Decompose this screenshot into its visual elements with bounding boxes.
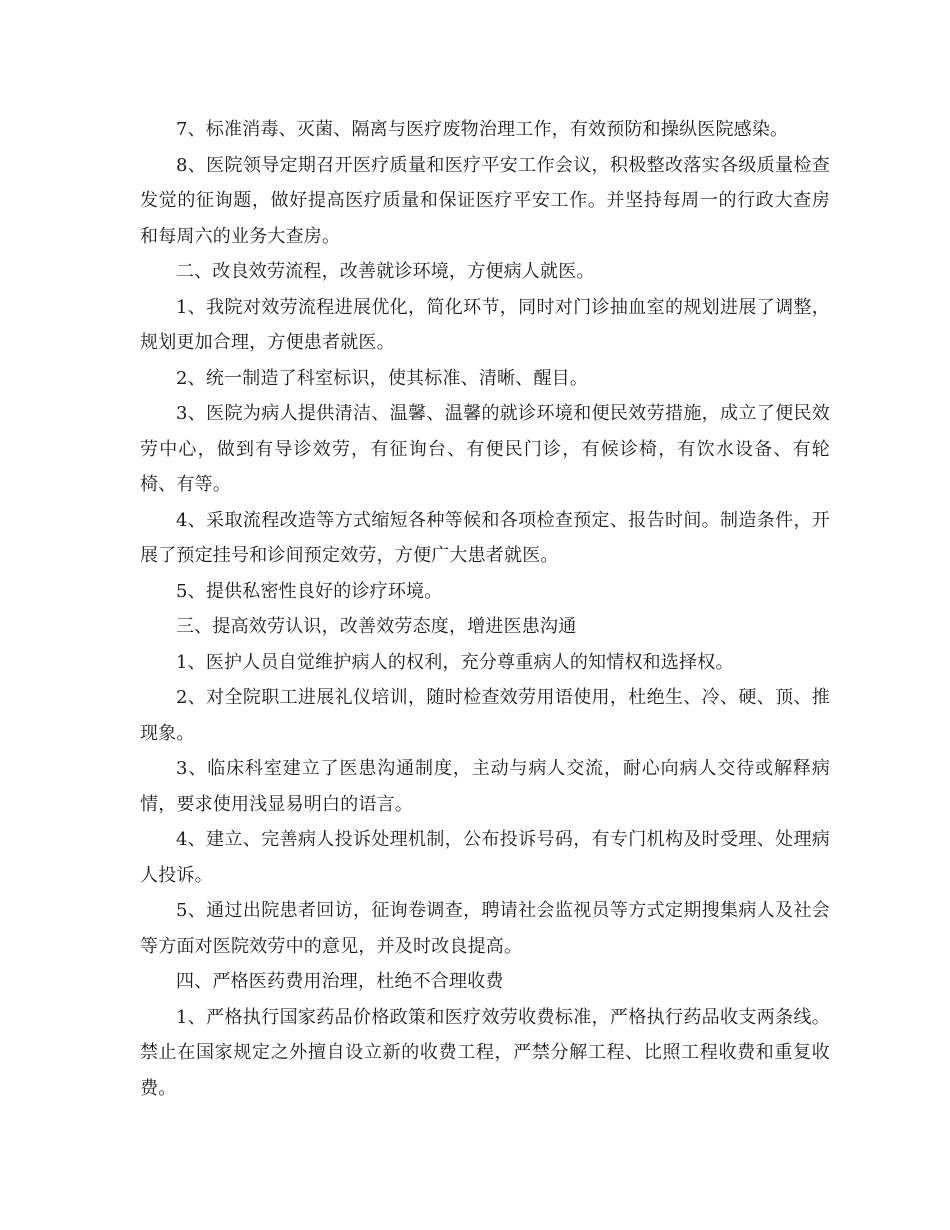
paragraph-item-3-3: 3、临床科室建立了医患沟通制度，主动与病人交流，耐心向病人交待或解释病情，要求使用浅显易明白的语言。 xyxy=(140,758,830,815)
paragraph-item-3-5: 5、通过出院患者回访，征询卷调查，聘请社会监视员等方式定期搜集病人及社会等方面对医院效劳中的意见，并及时改良提高。 xyxy=(140,900,830,957)
document-body xyxy=(140,112,830,1106)
paragraph-item-3-1: 1、医护人员自觉维护病人的权利，充分尊重病人的知情权和选择权。 xyxy=(176,651,734,673)
paragraph-item-2-1: 1、我院对效劳流程进展优化，简化环节，同时对门诊抽血室的规划进展了调整，规划更加合理，方便患者就医。 xyxy=(140,296,830,353)
paragraph-item-2-2: 2、统一制造了科室标识，使其标准、清晰、醒目。 xyxy=(176,367,589,389)
paragraph-item-2-4: 4、采取流程改造等方式缩短各种等候和各项检查预定、报告时间。制造条件，开展了预定挂号和诊间预定效劳，方便广大患者就医。 xyxy=(140,509,830,566)
paragraph-item-2-3: 3、医院为病人提供清洁、温馨、温馨的就诊环境和便民效劳措施，成立了便民效劳中心，做到有导诊效劳，有征询台、有便民门诊，有候诊椅，有饮水设备、有轮椅、有等。 xyxy=(140,403,830,495)
section-heading-4: 四、严格医药费用治理，杜绝不合理收费 xyxy=(176,971,504,992)
paragraph-item-8: 8、医院领导定期召开医疗质量和医疗平安工作会议，积极整改落实各级质量检查发觉的征询题，做好提高医疗质量和保证医疗平安工作。并坚持每周一的行政大查房和每周六的业务大查房。 xyxy=(140,154,830,247)
paragraph-item-3-4: 4、建立、完善病人投诉处理机制，公布投诉号码，有专门机构及时受理、处理病人投诉。 xyxy=(140,829,830,886)
section-heading-2: 二、改良效劳流程，改善就诊环境，方便病人就医。 xyxy=(176,261,595,282)
paragraph-item-4-1: 1、严格执行国家药品价格政策和医疗效劳收费标准，严格执行药品收支两条线。禁止在国家规定之外擅自设立新的收费工程，严禁分解工程、比照工程收费和重复收费。 xyxy=(140,1006,830,1099)
paragraph-item-3-2: 2、对全院职工进展礼仪培训，随时检查效劳用语使用，杜绝生、冷、硬、顶、推现象。 xyxy=(140,687,830,744)
paragraph-item-2-5: 5、提供私密性良好的诊疗环境。 xyxy=(176,580,443,602)
section-heading-3: 三、提高效劳认识，改善效劳态度，增进医患沟通 xyxy=(176,616,577,637)
paragraph-item-7: 7、标准消毒、灭菌、隔离与医疗废物治理工作，有效预防和操纵医院感染。 xyxy=(176,119,789,140)
